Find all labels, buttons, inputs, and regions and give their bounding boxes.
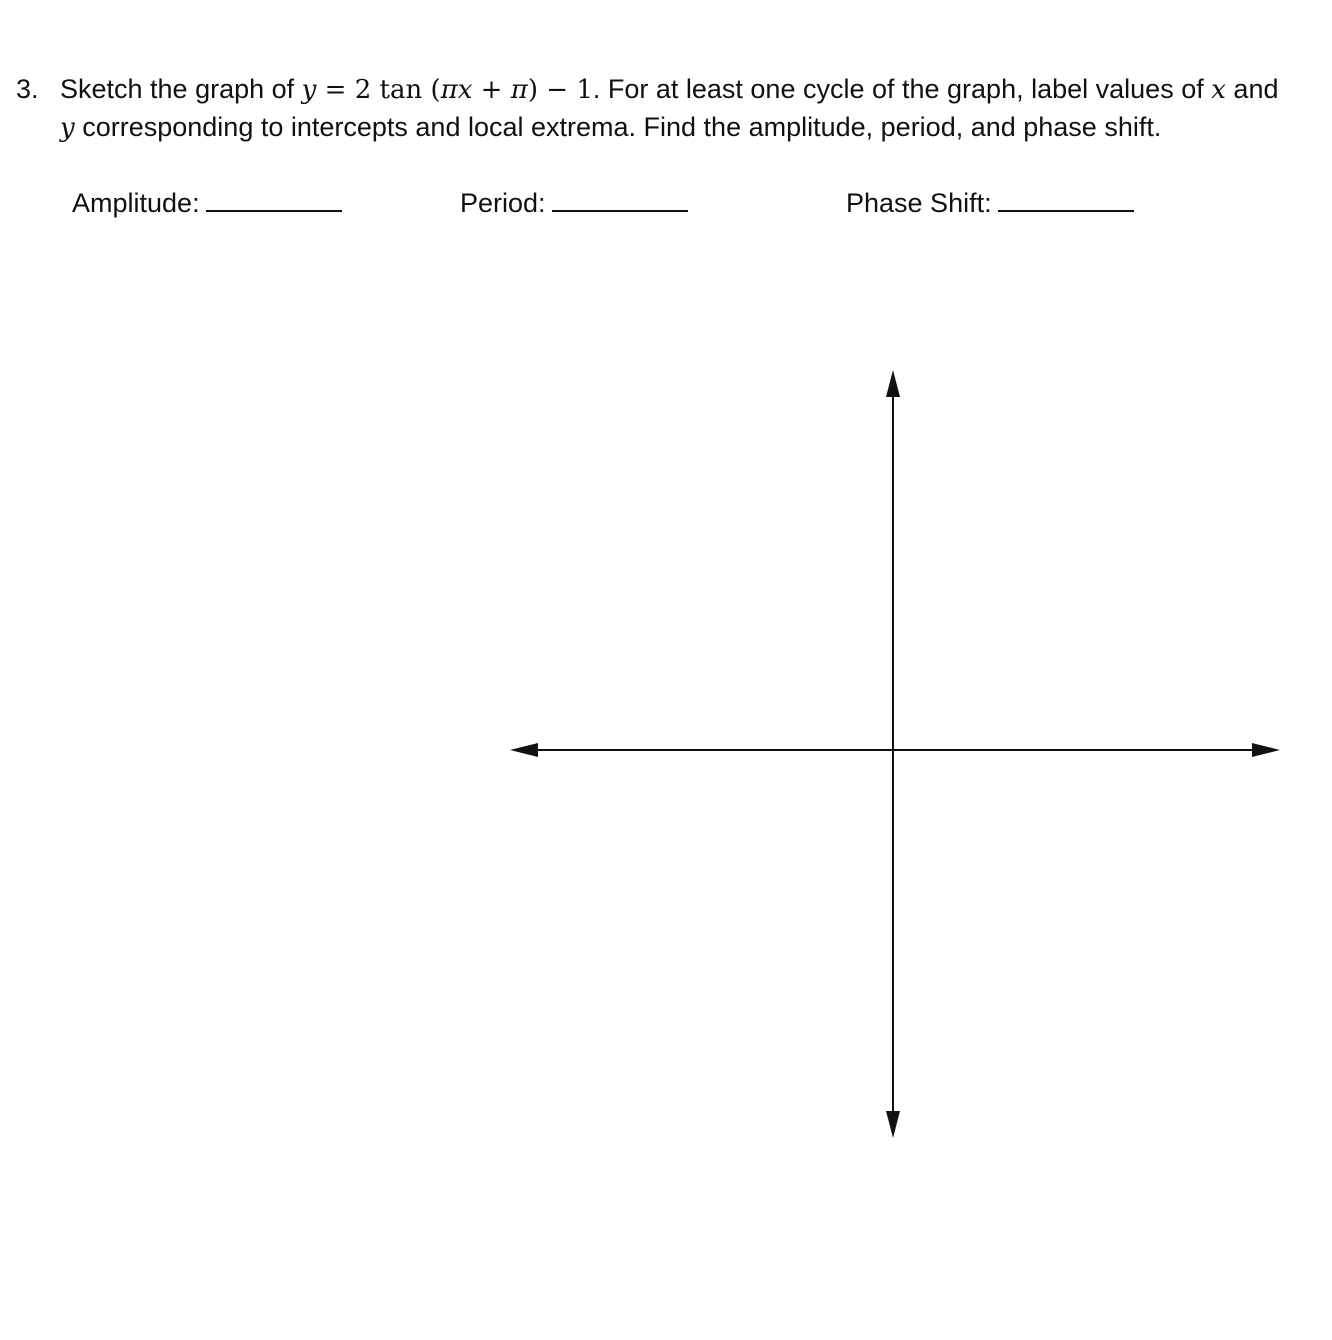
period-label: Period: (460, 188, 546, 218)
amplitude-label: Amplitude: (72, 188, 200, 218)
problem-line-2-text: corresponding to intercepts and local extrema. Find the amplitude, period, and phase shift. (82, 112, 1162, 142)
problem-number: 3. (16, 74, 39, 104)
and-word: and (1233, 74, 1279, 104)
phase-shift-label: Phase Shift: (846, 188, 992, 218)
y-axis-up-arrow (886, 370, 900, 397)
equation: y = 2 tan (πx + π) − 1 (301, 75, 593, 105)
problem-prefix: Sketch the graph of (60, 74, 295, 104)
y-variable: y (60, 113, 75, 143)
x-variable: x (1211, 75, 1226, 105)
y-axis-down-arrow (886, 1111, 900, 1138)
x-axis-right-arrow (1252, 743, 1280, 757)
problem-after-equation: . For at least one cycle of the graph, label values of (592, 74, 1204, 104)
x-axis-left-arrow (510, 743, 538, 757)
